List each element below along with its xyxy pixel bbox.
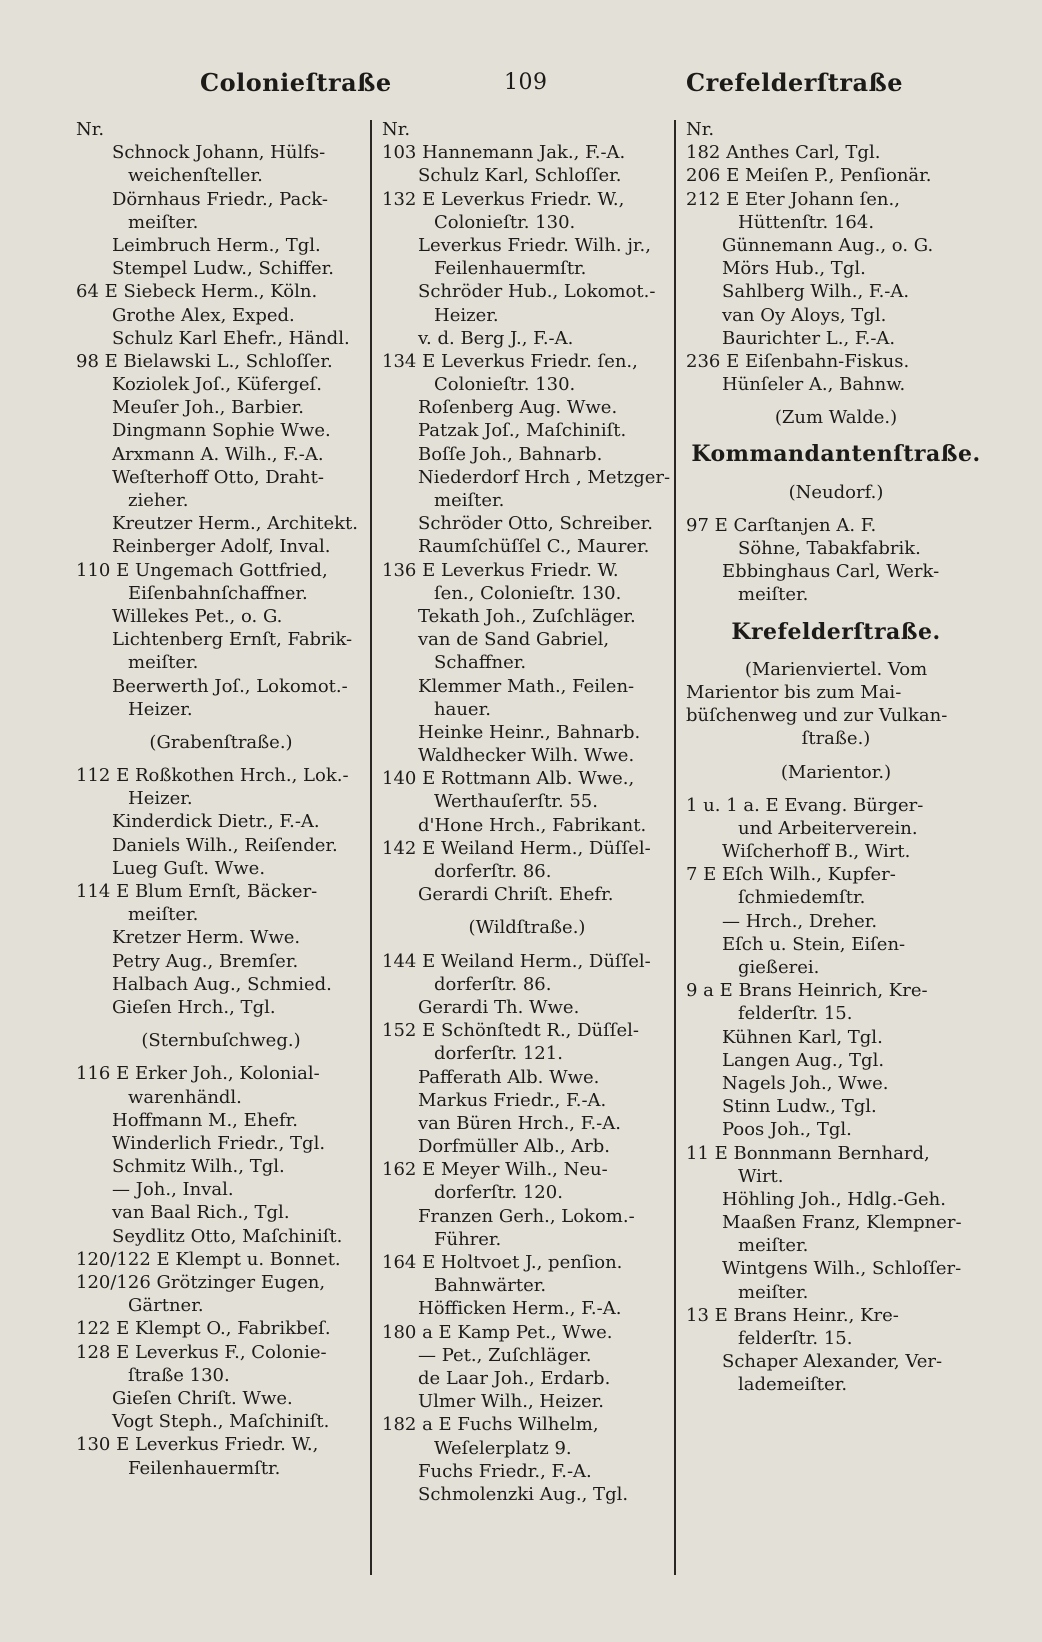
directory-entry-line: Poos Joh., Tgl.: [722, 1119, 852, 1141]
directory-entry-line: Boſſe Joh., Bahnarb.: [418, 443, 603, 465]
directory-entry-line: Arxmann A. Wilh., F.-A.: [112, 443, 324, 465]
directory-entry-line: 11 E Bonnmann Bernhard,: [686, 1142, 930, 1164]
directory-entry-line: — Joh., Inval.: [112, 1179, 234, 1201]
directory-entry-line: ſen., Colonieſtr. 130.: [434, 582, 622, 604]
directory-entry-line: Beerwerth Joſ., Lokomot.-: [112, 675, 348, 697]
directory-entry-line: Heinke Heinr., Bahnarb.: [418, 721, 641, 743]
directory-entry-line: meiſter.: [738, 584, 809, 606]
directory-entry-line: Feilenhauermſtr.: [128, 1457, 281, 1479]
column-divider: [674, 120, 676, 1575]
directory-entry-line: Leverkus Friedr. Wilh. jr.,: [418, 234, 651, 256]
directory-entry-line: weichenſteller.: [128, 165, 263, 187]
directory-entry-line: Stinn Ludw., Tgl.: [722, 1096, 877, 1118]
directory-entry-line: van Oy Aloys, Tgl.: [722, 304, 887, 326]
directory-entry-line: Lueg Guſt. Wwe.: [112, 857, 266, 879]
directory-entry-line: 9 a E Brans Heinrich, Kre-: [686, 980, 928, 1002]
directory-entry-line: Nagels Joh., Wwe.: [722, 1072, 889, 1094]
directory-entry-line: 120/122 E Klempt u. Bonnet.: [76, 1248, 341, 1270]
directory-entry-line: Baurichter L., F.-A.: [722, 327, 896, 349]
directory-entry-line: v. d. Berg J., F.-A.: [418, 327, 574, 349]
directory-entry-line: 110 E Ungemach Gottfried,: [76, 559, 328, 581]
directory-entry-line: Söhne, Tabakfabrik.: [738, 538, 921, 559]
directory-entry-line: Langen Aug., Tgl.: [722, 1049, 885, 1071]
directory-entry-line: 1 u. 1 a. E Evang. Bürger-: [686, 794, 924, 816]
directory-entry-line: Roſenberg Aug. Wwe.: [418, 397, 618, 419]
directory-entry-line: 152 E Schönſtedt R., Düſſel-: [382, 1020, 639, 1042]
directory-entry-line: dorferſtr. 121.: [434, 1043, 563, 1065]
directory-entry-line: de Laar Joh., Erdarb.: [418, 1367, 611, 1389]
directory-entry-line: Weſterhoff Otto, Draht-: [112, 466, 324, 488]
directory-entry-line: hauer.: [434, 698, 491, 720]
street-heading: Krefelderſtraße.: [731, 620, 941, 644]
running-head-right: Crefelderſtraße: [686, 68, 904, 97]
directory-entry-line: Nr.: [686, 119, 715, 140]
directory-entry-line: Hünſeler A., Bahnw.: [722, 374, 906, 396]
directory-entry-line: lademeiſter.: [738, 1374, 848, 1396]
directory-entry-line: 236 E Eiſenbahn-Fiskus.: [686, 350, 910, 372]
directory-entry-line: Wiſcherhoff B., Wirt.: [722, 841, 911, 863]
directory-entry-line: büſchenweg und zur Vulkan-: [686, 705, 948, 727]
directory-entry-line: felderſtr. 15.: [738, 1328, 853, 1349]
directory-entry-line: — Hrch., Dreher.: [722, 910, 878, 932]
directory-entry-line: 112 E Roßkothen Hrch., Lok.-: [76, 765, 349, 787]
directory-entry-line: 212 E Eter Johann ſen.,: [686, 188, 900, 210]
section-subheading: (Sternbuſchweg.): [141, 1030, 301, 1052]
directory-entry-line: Günnemann Aug., o. G.: [722, 234, 934, 256]
directory-entry-line: Eſch u. Stein, Eiſen-: [722, 933, 906, 955]
directory-entry-line: 140 E Rottmann Alb. Wwe.,: [382, 768, 635, 790]
directory-entry-line: Schmolenzki Aug., Tgl.: [418, 1483, 629, 1505]
directory-entry-line: ſchmiedemſtr.: [738, 887, 866, 909]
directory-entry-line: van de Sand Gabriel,: [418, 629, 610, 651]
directory-entry-line: Kühnen Karl, Tgl.: [722, 1026, 883, 1048]
directory-entry-line: meiſter.: [128, 904, 199, 926]
directory-entry-line: Gerardi Th. Wwe.: [418, 996, 580, 1018]
directory-entry-line: Waldhecker Wilh. Wwe.: [418, 745, 635, 767]
directory-entry-line: Schulz Karl Ehefr., Händl.: [112, 327, 350, 349]
directory-entry-line: Meuſer Joh., Barbier.: [112, 397, 304, 419]
directory-entry-line: Grothe Alex, Exped.: [112, 304, 295, 326]
directory-entry-line: 206 E Meiſen P., Penſionär.: [686, 165, 932, 187]
directory-entry-line: Hoffmann M., Ehefr.: [112, 1109, 299, 1131]
directory-entry-line: Raumſchüſſel C., Maurer.: [418, 536, 650, 558]
directory-entry-line: 144 E Weiland Herm., Düſſel-: [382, 950, 651, 972]
directory-entry-line: Fuchs Friedr., F.-A.: [418, 1460, 592, 1482]
directory-entry-line: Marientor bis zum Mai-: [686, 681, 902, 703]
directory-entry-line: Schaper Alexander, Ver-: [722, 1351, 943, 1373]
directory-entry-line: Tekath Joh., Zuſchläger.: [418, 605, 636, 627]
directory-entry-line: felderſtr. 15.: [738, 1003, 853, 1025]
directory-entry-line: Schröder Hub., Lokomot.-: [418, 281, 656, 303]
directory-entry-line: Kinderdick Dietr., F.-A.: [112, 811, 320, 833]
directory-entry-line: Leimbruch Herm., Tgl.: [112, 234, 321, 256]
directory-entry-line: Schmitz Wilh., Tgl.: [112, 1156, 285, 1178]
directory-entry-line: Feilenhauermſtr.: [434, 258, 587, 280]
directory-entry-line: Nr.: [382, 119, 411, 140]
directory-entry-line: (Marienviertel. Vom: [744, 658, 928, 680]
directory-entry-line: 13 E Brans Heinr., Kre-: [686, 1304, 899, 1326]
directory-entry-line: Werthauſerſtr. 55.: [434, 791, 598, 813]
column-3: [686, 118, 986, 1397]
directory-entry-line: Schulz Karl, Schloſſer.: [418, 165, 622, 187]
directory-entry-line: meiſter.: [738, 1281, 809, 1303]
directory-entry-line: Gärtner.: [128, 1295, 204, 1317]
directory-entry-line: Petry Aug., Bremſer.: [112, 950, 299, 972]
column-divider: [370, 120, 372, 1575]
directory-entry-line: Kretzer Herm. Wwe.: [112, 927, 301, 949]
directory-entry-line: meiſter.: [128, 211, 199, 233]
directory-entry-line: und Arbeiterverein.: [738, 817, 918, 839]
directory-entry-line: Klemmer Math., Feilen-: [418, 675, 635, 697]
directory-entry-line: Maaßen Franz, Klempner-: [722, 1212, 962, 1234]
directory-entry-line: Winderlich Friedr., Tgl.: [112, 1132, 326, 1154]
directory-entry-line: 162 E Meyer Wilh., Neu-: [382, 1159, 608, 1181]
directory-entry-line: 134 E Leverkus Friedr. ſen.,: [382, 350, 638, 372]
directory-entry-line: Ulmer Wilh., Heizer.: [418, 1391, 605, 1413]
directory-entry-line: 142 E Weiland Herm., Düſſel-: [382, 837, 651, 859]
directory-entry-line: 116 E Erker Joh., Kolonial-: [76, 1063, 320, 1085]
directory-entry-line: Höfficken Herm., F.-A.: [418, 1298, 622, 1320]
directory-entry-line: Dörnhaus Friedr., Pack-: [112, 188, 328, 210]
directory-entry-line: Daniels Wilh., Reiſender.: [112, 834, 338, 856]
directory-entry-line: Niederdorf Hrch , Metzger-: [418, 466, 671, 488]
directory-entry-line: Heizer.: [128, 788, 193, 810]
section-subheading: (Zum Walde.): [774, 407, 898, 429]
directory-entry-line: 97 E Carſtanjen A. F.: [686, 514, 877, 536]
directory-entry-line: Kreutzer Herm., Architekt.: [112, 513, 358, 535]
directory-entry-line: Heizer.: [128, 698, 193, 720]
directory-entry-line: 128 E Leverkus F., Colonie-: [76, 1341, 327, 1363]
column-1: [76, 118, 366, 1480]
directory-entry-line: 182 Anthes Carl, Tgl.: [686, 142, 881, 164]
directory-entry-line: Gerardi Chriſt. Ehefr.: [418, 884, 614, 906]
directory-entry-line: Koziolek Joſ., Küfergeſ.: [112, 374, 322, 396]
directory-entry-line: 103 Hannemann Jak., F.-A.: [382, 142, 626, 164]
directory-entry-line: Dorfmüller Alb., Arb.: [418, 1136, 610, 1158]
directory-entry-line: 136 E Leverkus Friedr. W.: [382, 559, 619, 581]
directory-entry-line: warenhändl.: [128, 1086, 242, 1108]
section-subheading: (Neudorf.): [788, 481, 884, 503]
directory-entry-line: dorferſtr. 86.: [434, 973, 552, 995]
directory-entry-line: meiſter.: [738, 1235, 809, 1257]
directory-entry-line: 98 E Bielawski L., Schloſſer.: [76, 350, 333, 372]
directory-entry-line: van Baal Rich., Tgl.: [112, 1202, 290, 1224]
section-subheading: (Wildſtraße.): [468, 917, 586, 939]
directory-entry-line: dorferſtr. 86.: [434, 861, 552, 882]
directory-entry-line: ſtraße 130.: [128, 1364, 230, 1386]
directory-entry-line: Reinberger Adolf, Inval.: [112, 536, 331, 558]
page-number: 109: [504, 70, 548, 95]
directory-entry-line: 120/126 Grötzinger Eugen,: [76, 1272, 326, 1293]
street-heading: Kommandantenſtraße.: [691, 443, 981, 467]
directory-entry-line: van Büren Hrch., F.-A.: [418, 1112, 621, 1134]
directory-entry-line: Mörs Hub., Tgl.: [722, 258, 866, 280]
running-head-left: Colonieſtraße: [200, 68, 392, 97]
directory-entry-line: Lichtenberg Ernſt, Fabrik-: [112, 629, 353, 651]
directory-entry-line: Wintgens Wilh., Schloſſer-: [722, 1258, 962, 1280]
directory-entry-line: Dingmann Sophie Wwe.: [112, 420, 331, 442]
directory-entry-line: Wirt.: [738, 1165, 784, 1187]
directory-entry-line: Stempel Ludw., Schiffer.: [112, 258, 334, 280]
column-2: [382, 118, 672, 1506]
directory-entry-line: meiſter.: [128, 652, 199, 674]
directory-entry-line: Gieſen Chriſt. Wwe.: [112, 1387, 293, 1409]
directory-entry-line: Schnock Johann, Hülfs-: [112, 142, 326, 164]
directory-entry-line: Gieſen Hrch., Tgl.: [112, 996, 276, 1018]
directory-entry-line: Halbach Aug., Schmied.: [112, 973, 332, 995]
directory-entry-line: d'Hone Hrch., Fabrikant.: [418, 814, 647, 836]
directory-entry-line: Nr.: [76, 119, 105, 140]
directory-entry-line: — Pet., Zuſchläger.: [418, 1344, 592, 1366]
directory-entry-line: Markus Friedr., F.-A.: [418, 1089, 607, 1111]
directory-entry-line: Colonieſtr. 130.: [434, 211, 576, 233]
directory-entry-line: ſtraße.): [801, 728, 871, 750]
directory-entry-line: Weſelerplatz 9.: [434, 1437, 572, 1459]
directory-entry-line: Pafferath Alb. Wwe.: [418, 1066, 600, 1088]
directory-entry-line: Führer.: [434, 1228, 502, 1250]
directory-entry-line: Willekes Pet., o. G.: [112, 605, 283, 627]
directory-entry-line: Sahlberg Wilh., F.-A.: [722, 281, 910, 303]
directory-entry-line: Bahnwärter.: [434, 1275, 547, 1297]
directory-entry-line: Patzak Joſ., Maſchiniſt.: [418, 420, 627, 442]
directory-entry-line: dorferſtr. 120.: [434, 1182, 563, 1204]
directory-entry-line: meiſter.: [434, 490, 505, 511]
directory-entry-line: 7 E Eſch Wilh., Kupfer-: [686, 864, 896, 886]
directory-entry-line: Ebbinghaus Carl, Werk-: [722, 561, 940, 583]
directory-entry-line: 180 a E Kamp Pet., Wwe.: [382, 1321, 613, 1343]
directory-entry-line: Seydlitz Otto, Maſchiniſt.: [112, 1225, 343, 1247]
directory-entry-line: Colonieſtr. 130.: [434, 374, 576, 396]
directory-entry-line: 182 a E Fuchs Wilhelm,: [382, 1414, 599, 1436]
directory-entry-line: 64 E Siebeck Herm., Köln.: [76, 281, 318, 303]
directory-entry-line: Höhling Joh., Hdlg.-Geh.: [722, 1188, 946, 1210]
directory-entry-line: 122 E Klempt O., Fabrikbeſ.: [76, 1318, 331, 1340]
directory-entry-line: zieher.: [128, 490, 189, 511]
directory-entry-line: Schaffner.: [434, 652, 527, 674]
directory-entry-line: 130 E Leverkus Friedr. W.,: [76, 1434, 319, 1456]
directory-entry-line: gießerei.: [738, 957, 820, 978]
directory-entry-line: Franzen Gerh., Lokom.-: [418, 1205, 635, 1227]
section-subheading: (Grabenſtraße.): [149, 731, 293, 753]
directory-entry-line: 132 E Leverkus Friedr. W.,: [382, 188, 625, 210]
directory-entry-line: Eiſenbahnſchaffner.: [128, 582, 308, 604]
directory-entry-line: 114 E Blum Ernſt, Bäcker-: [76, 881, 318, 902]
directory-entry-line: Vogt Steph., Maſchiniſt.: [112, 1411, 330, 1433]
section-subheading: (Marientor.): [780, 761, 892, 783]
directory-entry-line: Hüttenſtr. 164.: [738, 211, 875, 233]
directory-entry-line: Heizer.: [434, 304, 499, 326]
directory-entry-line: 164 E Holtvoet J., penſion.: [382, 1252, 623, 1273]
directory-entry-line: Schröder Otto, Schreiber.: [418, 513, 653, 535]
